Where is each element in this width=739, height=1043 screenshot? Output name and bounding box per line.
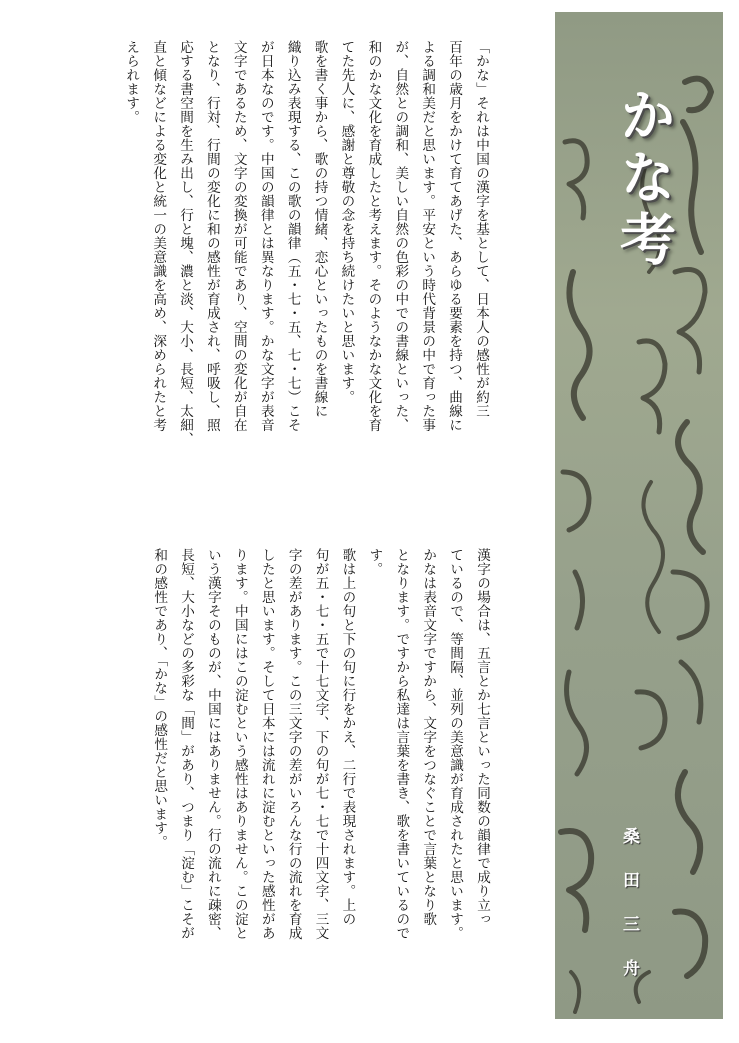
section2-line: す。 [366, 548, 383, 576]
section2-line: 漢字の場合は、五言とか七言といった同数の韻律で成り立っ [474, 548, 490, 926]
section1-line: よる調和美だと思います。平安という時代背景の中で育った事 [419, 40, 436, 432]
title-banner [555, 12, 723, 1019]
section1-line: が、自然との調和、美しい自然の色彩の中での書線といった、 [392, 40, 409, 432]
section1-line: てた先人に、感謝と尊敬の念を持ち続けたいと思います。 [338, 40, 355, 404]
section2-line: 字の差があります。この三文字の差がいろんな行の流れを育成 [285, 548, 302, 940]
section1-line: 歌を書く事から、歌の持つ情緒、恋心といったものを書線に [311, 40, 328, 418]
section2-line: いう漢字そのものが、中国にはありません。行の流れに疎密、 [204, 548, 221, 940]
section1-line: 和のかな文化を育成したと考えます。そのようなかな文化を育 [365, 40, 382, 432]
section2-line: 歌は上の句と下の句に行をかえ、二行で表現されます。上の [339, 548, 356, 926]
section2-line: したと思います。そして日本には流れに淀むといった感性があ [258, 548, 275, 940]
section2-line: 句が五・七・五で十七文字、下の句が七・七で十四文字、三文 [312, 548, 329, 940]
section2-line: かなは表音文字ですから、文字をつなぐことで言葉となり歌 [420, 548, 437, 926]
section2-line: ります。中国にはこの淀むという感性はありません。この淀と [231, 548, 248, 940]
section1-line: が日本なのです。中国の韻律とは異なります。かな文字が表音 [257, 40, 274, 432]
section1-line: 織り込み表現する、この歌の韻律（五・七・五、七・七）こそ [284, 40, 301, 432]
essay-section-1 [8, 40, 494, 502]
section2-line: 和の感性であり、「かな」の感性だと思います。 [151, 548, 168, 850]
section1-line: 文字であるため、文字の変換が可能であり、空間の変化が自在 [230, 40, 247, 432]
section1-line: 百年の歳月をかけて育てあげた、あらゆる要素を持つ、曲線に [446, 40, 463, 432]
section1-line: となり、行対、行間の変化に和の感性が育成され、呼吸し、照 [203, 40, 220, 432]
section2-line: となります。ですから私達は言葉を書き、歌を書いているので [393, 548, 410, 940]
section1-line: 応する書空間を生み出し、行と塊、濃と淡、大小、長短、太細、 [177, 40, 194, 446]
author-name: 桑田三舟 [619, 827, 639, 1003]
section1-line: 「かな」それは中国の漢字を基として、日本人の感性が約三 [473, 40, 489, 418]
section2-line: 長短、大小などの多彩な「間」があり、つまり「淀む」こそが [178, 548, 195, 940]
section1-line: 直と傾などによる変化と統一の美意識を高め、深められたと考 [150, 40, 167, 432]
section2-line: ているので、等間隔、並列の美意識が育成されたと思います。 [447, 548, 464, 940]
section1-line: えられます。 [123, 40, 140, 124]
page-title: かな考 [611, 86, 676, 272]
essay-section-2 [45, 548, 495, 1030]
